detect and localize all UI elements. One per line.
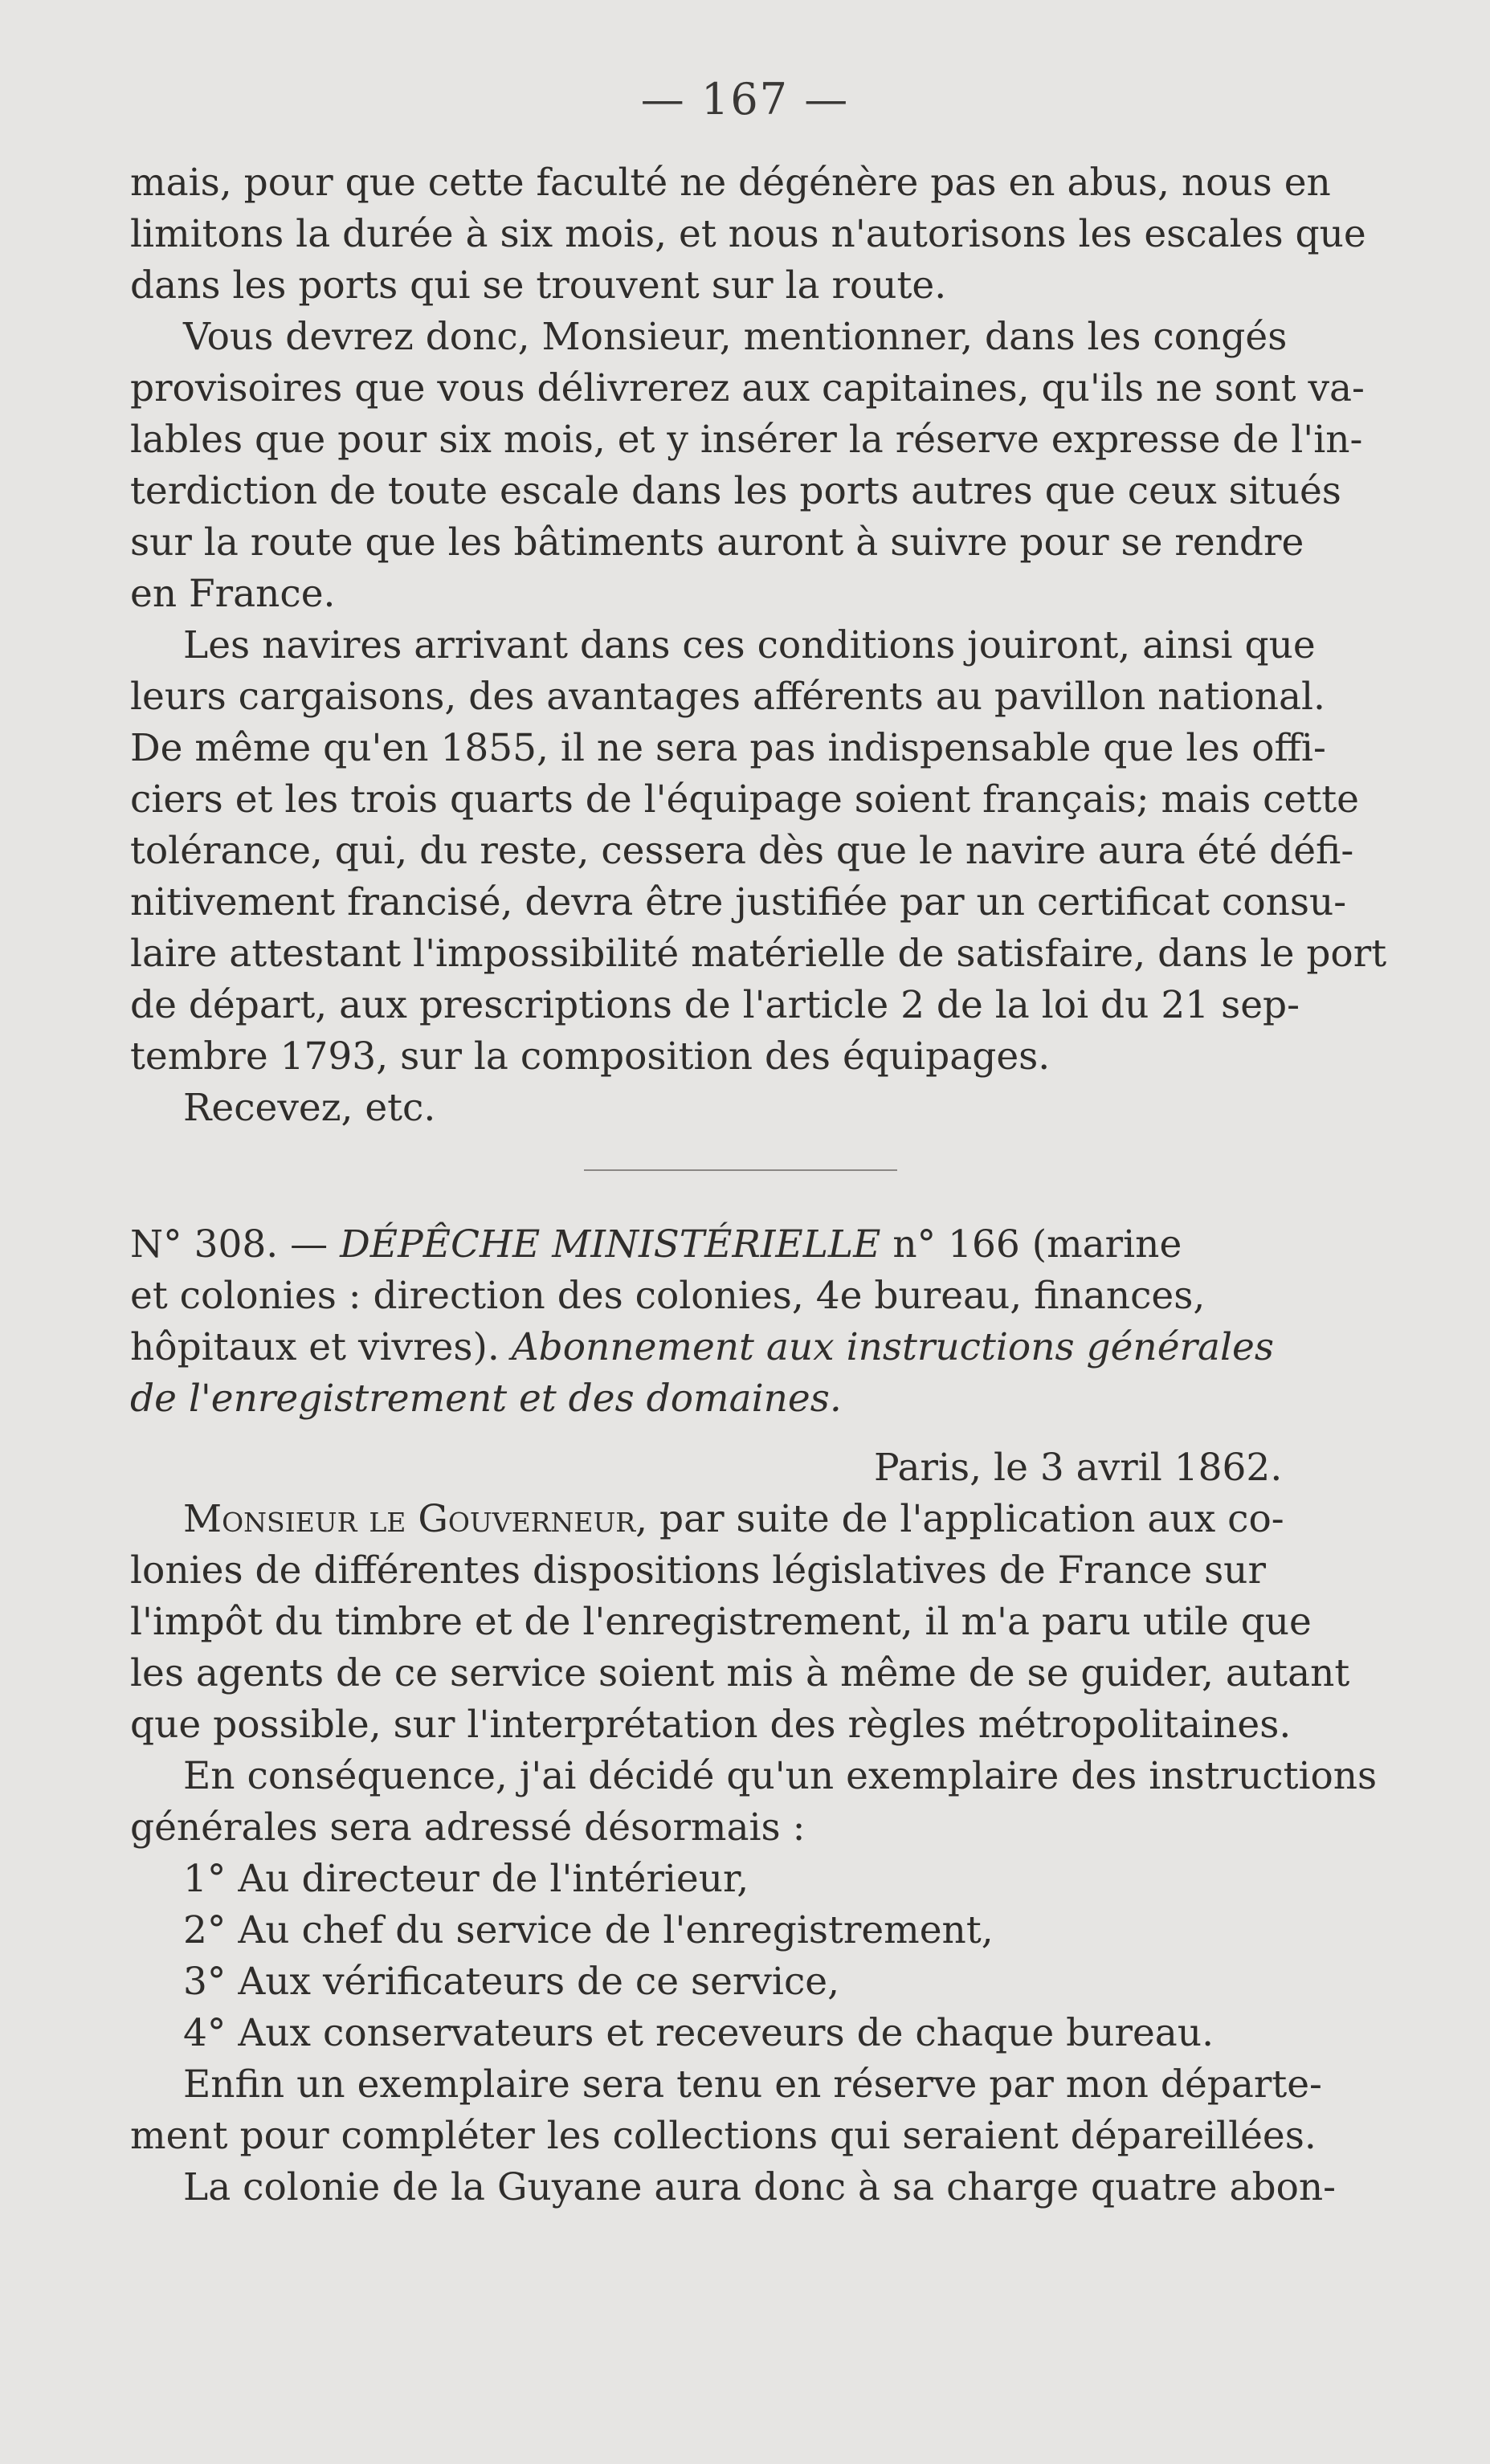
text-line: Enfin un exemplaire sera tenu en réserve par mon départe- [183,2062,1322,2107]
text-line: mais, pour que cette faculté ne dégénère pas en abus, nous en [130,161,1331,205]
salutation: Monsieur le Gouverneur, [183,1497,648,1541]
text-line: ciers et les trois quarts de l'équipage soient français; mais cette [130,777,1359,822]
text-line: générales sera adressé désormais : [130,1805,806,1850]
page-number: — 167 — [640,74,850,124]
text-line: La colonie de la Guyane aura donc à sa charge quatre abon- [183,2165,1337,2209]
heading-text: hôpitaux et vivres). [130,1325,512,1369]
text-line: que possible, sur l'interprétation des règles métropolitaines. [130,1703,1292,1747]
text-line: ment pour compléter les collections qui seraient dépareillées. [130,2114,1317,2158]
text-line: limitons la durée à six mois, et nous n'autorisons les escales que [130,212,1366,256]
heading-title: DÉPÊCHE MINISTÉRIELLE [340,1222,881,1267]
list-item: 4° Aux conservateurs et receveurs de chaque bureau. [183,2011,1214,2055]
text-line: lonies de différentes dispositions législatives de France sur [130,1548,1266,1593]
text-line: de départ, aux prescriptions de l'article 2 de la loi du 21 sep- [130,983,1300,1027]
text-line: De même qu'en 1855, il ne sera pas indispensable que les offi- [130,726,1326,770]
text-line: provisoires que vous délivrerez aux capitaines, qu'ils ne sont va- [130,366,1365,410]
text-line: Vous devrez donc, Monsieur, mentionner, dans les congés [183,315,1288,359]
document-heading-line [130,1322,1359,1373]
text-column [130,157,1387,2213]
text-line: lables que pour six mois, et y insérer la réserve expresse de l'in- [130,418,1363,462]
document-heading-line [130,1219,1359,1271]
list-item: 2° Au chef du service de l'enregistrement, [183,1908,994,1952]
text-line: terdiction de toute escale dans les ports autres que ceux situés [130,469,1341,513]
document-heading-line: et colonies : direction des colonies, 4e bureau, finances, [130,1274,1206,1318]
heading-suffix: n° 166 (marine [880,1222,1182,1267]
text-line: sur la route que les bâtiments auront à suivre pour se rendre [130,520,1304,565]
text-line: l'impôt du timbre et de l'enregistrement, il m'a paru utile que [130,1600,1312,1644]
text-line: en France. [130,572,336,616]
text-line: laire attestant l'impossibilité matérielle de satisfaire, dans le port [130,932,1387,976]
document-heading-line: de l'enregistrement et des domaines. [130,1377,842,1421]
text-line: nitivement francisé, devra être justifiée par un certificat consu- [130,880,1347,924]
text-line: tolérance, qui, du reste, cessera dès que le navire aura été défi- [130,829,1354,873]
list-item: 1° Au directeur de l'intérieur, [183,1857,749,1901]
salutation-line [130,1494,1359,1545]
text-line: dans les ports qui se trouvent sur la route. [130,263,947,308]
heading-subject: Abonnement aux instructions générales [511,1325,1274,1369]
text-line: les agents de ce service soient mis à même de se guider, autant [130,1651,1350,1695]
section-divider [130,1134,1359,1190]
text-line: tembre 1793, sur la composition des équipages. [130,1034,1051,1079]
closing-line: Recevez, etc. [183,1086,436,1130]
letter-date: Paris, le 3 avril 1862. [874,1446,1283,1490]
heading-number: N° 308. — [130,1222,341,1267]
text-line: En conséquence, j'ai décidé qu'un exemplaire des instructions [183,1754,1378,1798]
text-line: leurs cargaisons, des avantages afférents au pavillon national. [130,675,1325,719]
list-item: 3° Aux vérificateurs de ce service, [183,1960,840,2004]
salutation-continuation: par suite de l'application aux co- [647,1497,1284,1541]
text-line: Les navires arrivant dans ces conditions jouiront, ainsi que [183,623,1316,667]
